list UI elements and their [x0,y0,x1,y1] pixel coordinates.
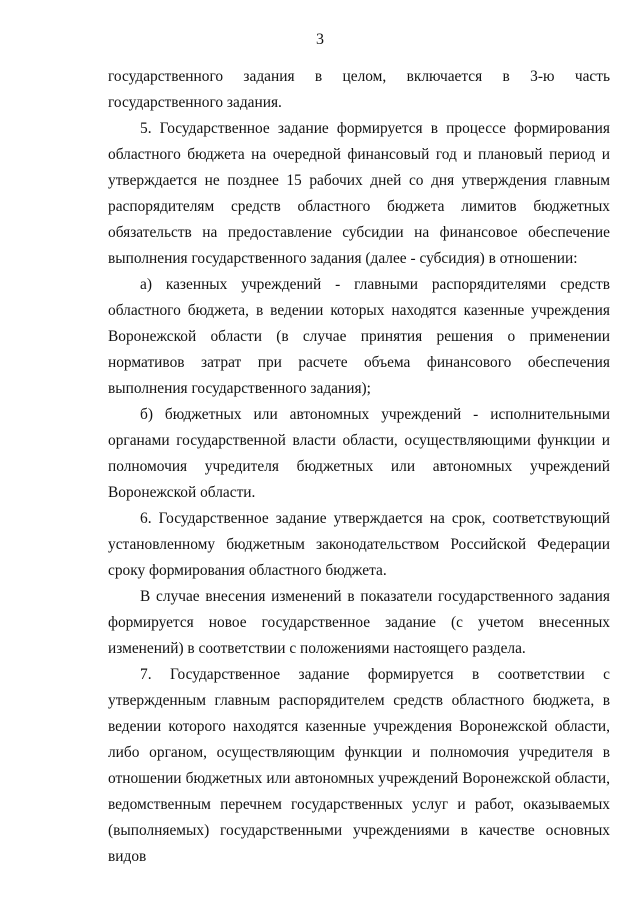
paragraph-subitem-a: а) казенных учреждений - главными распорядителями средств областного бюджета, в ведении которых находятся казенные учреждения Воронежской области (в случае принятия решения о применении нормативов затрат при расчете объема финансового обеспечения выполнения государственного задания); [108,276,610,397]
paragraph-item-5: 5. Государственное задание формируется в процессе формирования областного бюджета на очередной финансовый год и плановый период и утверждается не позднее 15 рабочих дней со дня утверждения главным распорядителям средств областного бюджета лимитов бюджетных обязательств на предоставление субсидии на финансовое обеспечение выполнения государственного задания (далее - субсидия) в отношении: [108,120,610,267]
paragraph-continuation: государственного задания в целом, включается в 3-ю часть государственного задания. [108,68,610,111]
paragraph-subitem-b: б) бюджетных или автономных учреждений - исполнительными органами государственной власти области, осуществляющими функции и полномочия учредителя бюджетных или автономных учреждений Воронежской области. [108,406,610,501]
paragraph-item-6: 6. Государственное задание утверждается на срок, соответствующий установленному бюджетным законодательством Российской Федерации сроку формирования областного бюджета. [108,510,610,579]
paragraph-item-7: 7. Государственное задание формируется в соответствии с утвержденным главным распорядителем средств областного бюджета, в ведении которого находятся казенные учреждения Воронежской области, либо органом, осуществляющим функции и полномочия учредителя в отношении бюджетных или автономных учреждений Воронежской области, ведомственным перечнем государственных услуг и работ, оказываемых (выполняемых) государственными учреждениями в качестве основных видов [108,666,610,865]
page-number: 3 [316,31,324,48]
document-body [108,64,610,870]
paragraph-item-6-changes: В случае внесения изменений в показатели государственного задания формируется новое государственное задание (с учетом внесенных изменений) в соответствии с положениями настоящего раздела. [108,588,610,657]
